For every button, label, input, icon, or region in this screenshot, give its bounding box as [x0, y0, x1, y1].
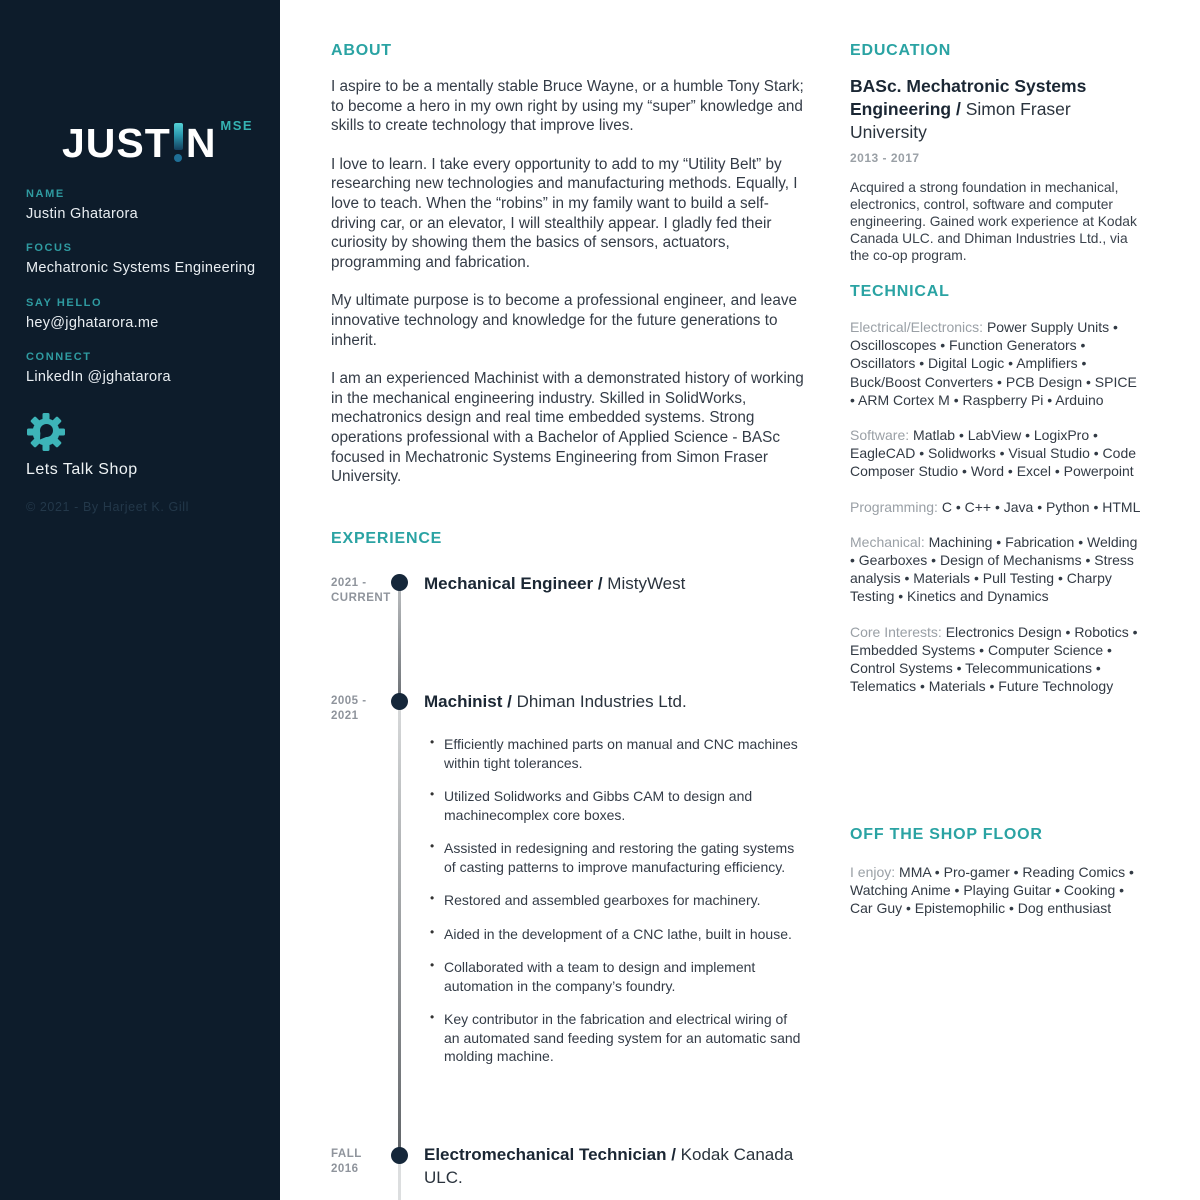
job-bullet: • Utilized Solidworks and Gibbs CAM to design and machinecomplex core boxes.	[430, 787, 804, 824]
education-years: 2013 - 2017	[850, 151, 920, 165]
connect-label: CONNECT	[26, 351, 92, 363]
education-description: Acquired a strong foundation in mechanical, electronics, control, software and computer engineering. Gained work experience at Kodak Canada ULC. and Dhiman Industries Ltd., via the co-op program.	[850, 180, 1137, 263]
about-paragraph: I aspire to be a mentally stable Bruce Wayne, or a humble Tony Stark; to become a hero in my own right by using my “super” knowledge and skills to create technology that improve lives.	[331, 78, 804, 135]
hobbies-label: I enjoy:	[850, 864, 900, 880]
job-date	[331, 576, 389, 606]
gear-chat-icon[interactable]	[26, 412, 66, 452]
job-company: MistyWest	[602, 574, 686, 593]
job-date-line: 2021	[331, 710, 359, 722]
skill-group-label: Software:	[850, 427, 914, 444]
sidebar-field-say-hello	[26, 297, 258, 331]
say-hello-label: SAY HELLO	[26, 297, 103, 309]
skill-group-items: Machining • Fabrication • Welding • Gearboxes • Design of Mechanisms • Stress analysis • Materials • Pull Testing • Charpy Testing • Kinetics and Dynamics	[850, 533, 1138, 605]
logo-dot	[174, 154, 182, 162]
degree-title	[850, 75, 1142, 144]
hobbies-section	[850, 826, 1142, 918]
main-column	[331, 0, 810, 1200]
skill-group-mechanical	[850, 533, 1142, 606]
job-company: Dhiman Industries Ltd.	[511, 692, 687, 711]
skill-group-items: Electronics Design • Robotics • Embedded Systems • Computer Science • Control Systems • Telecommunications • Telematics • Materials • Future Technology	[850, 623, 1138, 695]
job-title	[424, 572, 810, 595]
logo-exclamation-icon	[174, 123, 183, 162]
about-heading: ABOUT	[331, 42, 392, 59]
job-bullet: • Restored and assembled gearboxes for machinery.	[430, 891, 804, 910]
hobbies-text	[850, 863, 1142, 918]
sidebar-field-name	[26, 188, 258, 222]
skill-group-label: Programming:	[850, 498, 942, 515]
job-date	[331, 694, 389, 724]
job-bullet: • Efficiently machined parts on manual and CNC machines within tight tolerances.	[430, 735, 804, 772]
job-title	[424, 690, 810, 713]
logo-text-right: N	[185, 120, 217, 166]
focus-value: Mechatronic Systems Engineering	[26, 260, 256, 276]
logo	[62, 120, 253, 167]
focus-label: FOCUS	[26, 242, 73, 254]
job-role: Electromechanical Technician /	[424, 1145, 676, 1164]
education-section	[850, 42, 1142, 265]
job-bullet: • Assisted in redesigning and restoring the gating systems of casting patterns to improve manufacturing efficiency.	[430, 839, 804, 876]
email-link[interactable]: hey@jghatarora.me	[26, 315, 159, 331]
lets-talk-shop-link[interactable]: Lets Talk Shop	[26, 461, 138, 478]
logo-text-left: JUST	[62, 120, 171, 166]
skill-group-items: Power Supply Units • Oscilloscopes • Function Generators • Oscillators • Digital Logic • Amplifiers • Buck/Boost Converters • PCB Design • SPICE • ARM Cortex M • Raspberry Pi • Arduino	[850, 319, 1137, 408]
sidebar-field-connect	[26, 351, 258, 385]
about-paragraph: I am an experienced Machinist with a demonstrated history of working in the mechanical engineering industry. Skilled in SolidWorks, mechatronics design and real time embedded systems. Strong operations professional with a Bachelor of Applied Science - BASc focused in Mechatronic Systems Engineering from Simon Fraser University.	[331, 370, 804, 486]
job-bullet: • Collaborated with a team to design and implement automation in the company’s foundry.	[430, 958, 804, 995]
job-bullet: • Aided in the development of a CNC lathe, built in house.	[430, 925, 804, 944]
skill-group-software	[850, 426, 1142, 481]
job-bullet: • Key contributor in the fabrication and electrical wiring of an automated sand feeding system for an automatic sand molding machine.	[430, 1010, 804, 1066]
hobbies-heading: OFF THE SHOP FLOOR	[850, 826, 1043, 843]
skill-group-electrical	[850, 318, 1142, 409]
linkedin-link[interactable]: LinkedIn @jghatarora	[26, 369, 171, 385]
technical-section	[850, 283, 1142, 695]
job-entry-kodak	[331, 1143, 810, 1189]
education-heading: EDUCATION	[850, 42, 952, 59]
job-date-line: CURRENT	[331, 592, 391, 604]
job-role: Mechanical Engineer /	[424, 574, 603, 593]
hobbies-items: MMA • Pro-gamer • Reading Comics • Watching Anime • Playing Guitar • Cooking • Car Guy • Epistemophilic • Dog enthusiast	[850, 864, 1134, 917]
name-label: NAME	[26, 188, 65, 200]
job-date-line: FALL 2016	[331, 1148, 362, 1175]
skill-group-items: Matlab • LabView • LogixPro • EagleCAD • Solidworks • Visual Studio • Code Composer Studio • Word • Excel • Powerpoint	[850, 427, 1137, 480]
about-paragraph: I love to learn. I take every opportunity to add to my “Utility Belt” by researching new technologies and manufacturing methods. Equally, I love to teach. When the “robins” in my family want to build a self-driving car, or an elevator, I will stealthily appear. I gladly fed their curiosity by showing them the basics of sensors, actuators, programming and fabrication.	[331, 155, 798, 271]
skill-group-core-interests	[850, 623, 1142, 696]
job-bullet-list	[430, 735, 804, 1066]
job-date-line: 2005 -	[331, 695, 367, 707]
timeline-line-segment	[398, 582, 401, 701]
about-section	[331, 42, 810, 506]
logo-gradient-bar	[174, 123, 183, 150]
experience-section	[331, 530, 810, 1200]
experience-heading: EXPERIENCE	[331, 530, 443, 547]
name-value: Justin Ghatarora	[26, 206, 138, 222]
skill-group-programming	[850, 498, 1142, 516]
technical-heading: TECHNICAL	[850, 283, 950, 300]
about-paragraph: My ultimate purpose is to become a professional engineer, and leave innovative technology and knowledge for the future generations to inherit.	[331, 292, 797, 349]
logo-superscript: MSE	[220, 118, 254, 133]
skill-group-items: C • C++ • Java • Python • HTML	[941, 498, 1141, 515]
job-role: Machinist /	[424, 692, 512, 711]
sidebar-field-focus	[26, 242, 258, 276]
skill-group-label: Mechanical:	[850, 533, 929, 550]
skill-group-label: Electrical/Electronics:	[850, 319, 987, 335]
job-date	[331, 1147, 389, 1177]
degree-name: BASc. Mechatronic Systems Engineering /	[850, 76, 1087, 119]
sidebar	[0, 0, 280, 1200]
job-entry-mistywest	[331, 572, 810, 604]
copyright-text: © 2021 - By Harjeet K. Gill	[26, 500, 189, 514]
school-name: Simon Fraser University	[850, 99, 1071, 142]
job-entry-dhiman	[331, 690, 810, 1081]
job-company: Kodak Canada ULC.	[424, 1145, 794, 1187]
skill-group-label: Core Interests:	[850, 623, 946, 640]
job-title	[424, 1143, 810, 1189]
job-date-line: 2021 -	[331, 577, 367, 589]
